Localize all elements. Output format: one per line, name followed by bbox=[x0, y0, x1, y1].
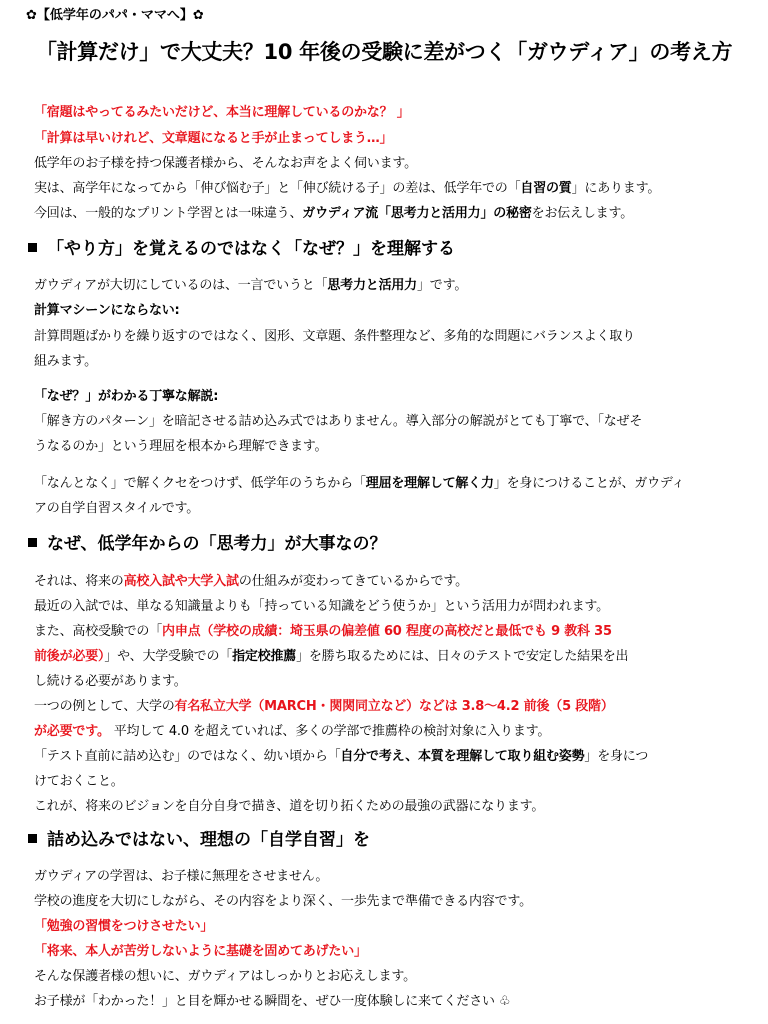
s2-line-4: 前後が必要）」や、大学受験での「指定校推薦」を勝ち取るためには、日々のテストで安定した結果を出 bbox=[34, 649, 629, 664]
square-bullet-icon bbox=[28, 834, 37, 843]
s1-paragraph-4a: 「なんとなく」で解くクセをつけず、低学年のうちから「理屈を理解して解く力」を身につけることが、ガウディ bbox=[34, 476, 685, 491]
section-heading-2: なぜ、低学年からの「思考力」が大事なの？ bbox=[28, 530, 387, 558]
flower-icon: ✿ bbox=[192, 8, 204, 23]
s3-line-4: お子様が「わかった！」と目を輝かせる瞬間を、ぜひ一度体験しに来てください ♧ bbox=[34, 994, 511, 1009]
s3-line-2: 学校の進度を大切にしながら、その内容をより深く、一歩先まで準備できる内容です。 bbox=[34, 894, 532, 909]
s1-paragraph-3b: うなるのか」という理屈を根本から理解できます。 bbox=[34, 439, 328, 454]
intro-line-3: 今回は、一般的なプリント学習とは一味違う、ガウディア流「思考力と活用力」の秘密をお伝えします。 bbox=[34, 206, 634, 221]
s2-line-1: それは、将来の高校入試や大学入試の仕組みが変わってきているからです。 bbox=[34, 574, 468, 589]
s2-line-9: けておくこと。 bbox=[34, 774, 124, 789]
s1-paragraph-2b: 組みます。 bbox=[34, 354, 97, 369]
s3-quote-1: 「勉強の習慣をつけさせたい」 bbox=[34, 919, 214, 934]
s2-line-8: 「テスト直前に詰め込む」のではなく、幼い頃から「自分で考え、本質を理解して取り組む姿勢」を身につ bbox=[34, 749, 649, 764]
page-title: 「計算だけ」で大丈夫？10 年後の受験に差がつく「ガウディア」の考え方 bbox=[35, 40, 733, 64]
s1-subheading-1: 計算マシーンにならない: bbox=[34, 303, 180, 318]
s1-subheading-2: 「なぜ？」がわかる丁寧な解説: bbox=[34, 389, 219, 404]
s1-paragraph-1: ガウディアが大切にしているのは、一言でいうと「思考力と活用力」です。 bbox=[34, 278, 468, 293]
s1-paragraph-3a: 「解き方のパターン」を暗記させる詰め込み式ではありません。導入部分の解説がとても丁寧で、「なぜそ bbox=[34, 414, 643, 429]
s2-line-10: これが、将来のビジョンを自分自身で描き、道を切り拓くための最強の武器になります。 bbox=[34, 799, 545, 814]
s3-quote-2: 「将来、本人が苦労しないように基礎を固めてあげたい」 bbox=[34, 944, 367, 959]
intro-line-2: 実は、高学年になってから「伸び悩む子」と「伸び続ける子」の差は、低学年での「自習の質」にあります。 bbox=[34, 181, 661, 196]
intro-quote-1: 「宿題はやってるみたいだけど、本当に理解しているのかな？ 」 bbox=[34, 105, 410, 120]
flower-icon: ✿ bbox=[26, 8, 37, 23]
section-heading-3: 詰め込みではない、理想の「自学自習」を bbox=[28, 826, 370, 854]
s1-paragraph-4b: アの自学自習スタイルです。 bbox=[34, 501, 200, 516]
s2-line-2: 最近の入試では、単なる知識量よりも「持っている知識をどう使うか」という活用力が問われます。 bbox=[34, 599, 609, 614]
s3-line-3: そんな保護者様の想いに、ガウディアはしっかりとお応えします。 bbox=[34, 969, 416, 984]
intro-quote-2: 「計算は早いけれど、文章題になると手が止まってしまう…」 bbox=[34, 131, 393, 146]
s2-line-6: 一つの例として、大学の有名私立大学（MARCH・関関同立など）などは 3.8～4.2 前後（5 段階） bbox=[34, 699, 614, 714]
intro-line-1: 低学年のお子様を持つ保護者様から、そんなお声をよく伺います。 bbox=[34, 156, 417, 171]
s1-paragraph-2a: 計算問題ばかりを繰り返すのではなく、図形、文章題、条件整理など、多角的な問題にバランスよく取り bbox=[34, 329, 635, 344]
s3-line-1: ガウディアの学習は、お子様に無理をさせません。 bbox=[34, 869, 329, 884]
square-bullet-icon bbox=[28, 243, 37, 252]
s2-line-7: が必要です。 平均して 4.0 を超えていれば、多くの学部で推薦枠の検討対象に入ります。 bbox=[34, 724, 551, 739]
pre-title: ✿【低学年のパパ・ママへ】✿ bbox=[26, 8, 204, 23]
section-heading-1: 「やり方」を覚えるのではなく「なぜ？」を理解する bbox=[28, 235, 455, 263]
s2-line-3: また、高校受験での「内申点（学校の成績：埼玉県の偏差値 60 程度の高校だと最低でも 9 教科 35 bbox=[34, 624, 612, 639]
square-bullet-icon bbox=[28, 538, 37, 547]
s2-line-5: し続ける必要があります。 bbox=[34, 674, 187, 689]
tulip-icon: ♧ bbox=[498, 994, 511, 1009]
